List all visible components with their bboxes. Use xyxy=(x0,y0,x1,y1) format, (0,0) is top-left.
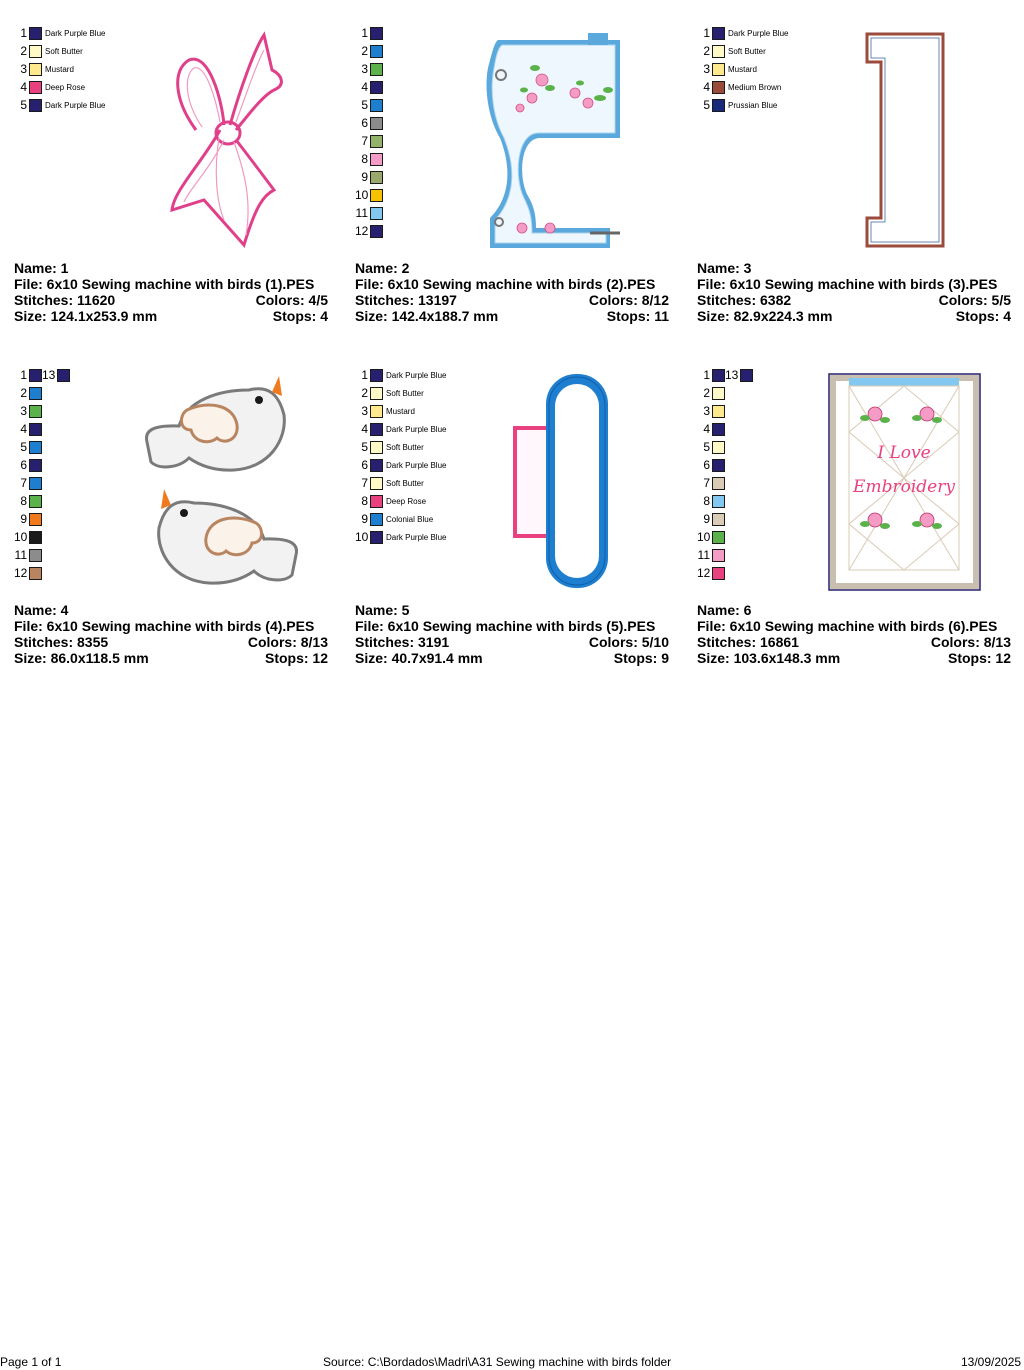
design-info xyxy=(697,260,1011,324)
i-love-embroidery-design-preview xyxy=(827,372,982,592)
thread-row xyxy=(14,62,74,76)
thread-color-swatch xyxy=(712,441,725,454)
thread-number: 1 xyxy=(20,26,27,40)
thread-number: 7 xyxy=(703,476,710,490)
thread-color-swatch xyxy=(370,387,383,400)
thread-row xyxy=(697,386,725,400)
thread-row xyxy=(14,26,105,40)
design-name: Name: 6 xyxy=(697,602,752,618)
thread-color-swatch xyxy=(29,549,42,562)
thread-row xyxy=(14,440,42,454)
thread-color-swatch xyxy=(370,153,383,166)
design-card-2 xyxy=(355,26,675,356)
design-size: Size: 82.9x224.3 mm xyxy=(697,308,833,324)
thread-color-swatch xyxy=(370,495,383,508)
thread-color-swatch xyxy=(29,513,42,526)
design-size: Size: 142.4x188.7 mm xyxy=(355,308,499,324)
thread-color-swatch xyxy=(712,63,725,76)
bow-design-preview xyxy=(164,30,294,250)
design-colors: Colors: 8/12 xyxy=(588,292,669,308)
thread-row xyxy=(697,566,725,580)
design-file: File: 6x10 Sewing machine with birds (4).PES xyxy=(14,618,315,634)
design-info xyxy=(355,602,669,666)
thread-row xyxy=(355,116,383,130)
design-info xyxy=(14,602,328,666)
thread-color-name: Soft Butter xyxy=(386,388,424,398)
thread-color-swatch xyxy=(712,369,725,382)
thread-number: 4 xyxy=(361,80,368,94)
thread-row xyxy=(14,566,42,580)
thread-color-swatch xyxy=(712,99,725,112)
thread-row xyxy=(14,458,42,472)
thread-color-swatch xyxy=(29,423,42,436)
thread-color-swatch xyxy=(370,117,383,130)
thread-color-swatch xyxy=(370,477,383,490)
thread-number: 3 xyxy=(361,404,368,418)
thread-number: 3 xyxy=(20,404,27,418)
thread-row xyxy=(14,494,42,508)
thread-number: 5 xyxy=(20,440,27,454)
design-stitches: Stitches: 11620 xyxy=(14,292,116,308)
thread-row xyxy=(14,512,42,526)
thread-color-name: Dark Purple Blue xyxy=(45,28,106,38)
thread-color-swatch xyxy=(712,513,725,526)
design-file: File: 6x10 Sewing machine with birds (3).PES xyxy=(697,276,998,292)
thread-row xyxy=(355,368,446,382)
thread-number: 5 xyxy=(703,440,710,454)
thread-color-name: Mustard xyxy=(386,406,415,416)
thread-color-swatch xyxy=(370,369,383,382)
thread-number: 8 xyxy=(361,494,368,508)
thread-number: 1 xyxy=(703,26,710,40)
thread-color-swatch xyxy=(29,27,42,40)
thread-number: 6 xyxy=(20,458,27,472)
thread-row xyxy=(697,512,725,526)
thread-number: 11 xyxy=(697,548,710,562)
thread-number: 4 xyxy=(361,422,368,436)
design-info xyxy=(355,260,669,324)
thread-number: 7 xyxy=(361,476,368,490)
thread-row xyxy=(14,422,42,436)
thread-color-name: Colonial Blue xyxy=(386,514,434,524)
thread-row xyxy=(14,368,42,382)
thread-row xyxy=(697,26,788,40)
thread-row xyxy=(697,422,725,436)
thread-color-swatch xyxy=(57,369,70,382)
thread-number: 1 xyxy=(703,368,710,382)
thread-color-swatch xyxy=(29,45,42,58)
design-text-line1: I Love xyxy=(877,443,931,463)
design-colors: Colors: 5/5 xyxy=(938,292,1011,308)
thread-row xyxy=(697,530,725,544)
page-number: Page 1 of 1 xyxy=(0,1355,62,1369)
thread-row xyxy=(355,224,383,238)
thread-number: 2 xyxy=(703,44,710,58)
thread-color-swatch xyxy=(370,441,383,454)
thread-row xyxy=(14,404,42,418)
thread-row xyxy=(355,26,383,40)
thread-row xyxy=(697,368,725,382)
thread-color-swatch xyxy=(712,81,725,94)
thread-number: 5 xyxy=(20,98,27,112)
thread-color-swatch xyxy=(712,405,725,418)
design-stops: Stops: 4 xyxy=(272,308,328,324)
design-stops: Stops: 12 xyxy=(947,650,1011,666)
thread-number: 8 xyxy=(361,152,368,166)
thread-row xyxy=(355,458,446,472)
thread-row xyxy=(697,44,766,58)
thread-number: 2 xyxy=(20,386,27,400)
thread-number: 2 xyxy=(361,386,368,400)
design-name: Name: 5 xyxy=(355,602,410,618)
thread-number: 11 xyxy=(355,206,368,220)
thread-color-swatch xyxy=(370,63,383,76)
thread-color-swatch xyxy=(29,405,42,418)
thread-color-swatch xyxy=(29,387,42,400)
thread-color-name: Mustard xyxy=(728,64,757,74)
thread-color-swatch xyxy=(370,27,383,40)
design-stitches: Stitches: 8355 xyxy=(14,634,109,650)
thread-row xyxy=(697,98,777,112)
thread-color-swatch xyxy=(712,387,725,400)
thread-row xyxy=(355,44,383,58)
thread-number: 12 xyxy=(697,566,711,580)
thread-number: 12 xyxy=(14,566,28,580)
thread-row xyxy=(355,188,383,202)
sewing-machine-design-preview xyxy=(480,28,625,253)
thread-row xyxy=(14,530,42,544)
design-file: File: 6x10 Sewing machine with birds (5).PES xyxy=(355,618,656,634)
thread-number: 2 xyxy=(703,386,710,400)
thread-row xyxy=(14,386,42,400)
thread-row xyxy=(355,386,424,400)
thread-row xyxy=(355,62,383,76)
design-stops: Stops: 4 xyxy=(955,308,1011,324)
design-info xyxy=(14,260,328,324)
design-stops: Stops: 9 xyxy=(613,650,669,666)
design-stitches: Stitches: 13197 xyxy=(355,292,457,308)
thread-row xyxy=(355,170,383,184)
thread-color-name: Prussian Blue xyxy=(728,100,778,110)
thread-row xyxy=(355,512,433,526)
print-date: 13/09/2025 xyxy=(961,1355,1022,1369)
thread-row xyxy=(355,152,383,166)
thread-number: 7 xyxy=(20,476,27,490)
thread-number: 4 xyxy=(20,80,27,94)
design-name: Name: 1 xyxy=(14,260,69,276)
thread-number: 10 xyxy=(355,530,369,544)
design-size: Size: 103.6x148.3 mm xyxy=(697,650,841,666)
thread-color-swatch xyxy=(712,27,725,40)
thread-color-swatch xyxy=(370,531,383,544)
thread-color-swatch xyxy=(370,207,383,220)
thread-color-name: Deep Rose xyxy=(45,82,86,92)
thread-row xyxy=(355,530,446,544)
thread-number: 8 xyxy=(703,494,710,508)
thread-color-swatch xyxy=(370,513,383,526)
design-card-1 xyxy=(14,26,334,356)
thread-number: 9 xyxy=(361,512,368,526)
thread-color-swatch xyxy=(370,45,383,58)
design-card-3 xyxy=(697,26,1017,356)
thread-color-name: Dark Purple Blue xyxy=(386,460,447,470)
thread-color-swatch xyxy=(712,423,725,436)
thread-row xyxy=(355,476,424,490)
loop-holder-design-preview xyxy=(510,370,615,592)
thread-color-name: Dark Purple Blue xyxy=(386,370,447,380)
thread-row xyxy=(697,494,725,508)
design-text-line2: Embroidery xyxy=(853,477,955,497)
thread-color-name: Soft Butter xyxy=(45,46,83,56)
thread-row xyxy=(697,80,781,94)
thread-number: 1 xyxy=(361,368,368,382)
thread-color-swatch xyxy=(29,531,42,544)
thread-number: 4 xyxy=(20,422,27,436)
thread-color-swatch xyxy=(712,495,725,508)
design-colors: Colors: 8/13 xyxy=(247,634,328,650)
thread-number: 2 xyxy=(20,44,27,58)
thread-row xyxy=(697,404,725,418)
thread-row xyxy=(355,422,446,436)
thread-number: 11 xyxy=(14,548,27,562)
design-stops: Stops: 12 xyxy=(264,650,328,666)
thread-number: 12 xyxy=(355,224,369,238)
design-name: Name: 2 xyxy=(355,260,410,276)
thread-number: 13 xyxy=(725,368,739,382)
thread-number: 9 xyxy=(361,170,368,184)
thread-number: 8 xyxy=(20,494,27,508)
thread-color-swatch xyxy=(712,549,725,562)
thread-number: 1 xyxy=(20,368,27,382)
thread-color-swatch xyxy=(712,45,725,58)
design-file: File: 6x10 Sewing machine with birds (6).PES xyxy=(697,618,998,634)
thread-color-swatch xyxy=(370,171,383,184)
thread-number: 4 xyxy=(703,422,710,436)
thread-number: 3 xyxy=(703,404,710,418)
thread-number: 6 xyxy=(361,116,368,130)
thread-number: 7 xyxy=(361,134,368,148)
thread-row xyxy=(42,368,70,382)
thread-color-swatch xyxy=(370,459,383,472)
thread-number: 13 xyxy=(42,368,56,382)
design-card-4 xyxy=(14,368,334,698)
birds-design-preview xyxy=(139,370,304,595)
thread-row xyxy=(14,476,42,490)
design-name: Name: 4 xyxy=(14,602,69,618)
thread-number: 5 xyxy=(703,98,710,112)
thread-number: 3 xyxy=(20,62,27,76)
thread-row xyxy=(725,368,753,382)
design-colors: Colors: 8/13 xyxy=(930,634,1011,650)
thread-color-swatch xyxy=(740,369,753,382)
thread-number: 10 xyxy=(355,188,369,202)
thread-number: 6 xyxy=(703,458,710,472)
thread-row xyxy=(355,404,415,418)
thread-row xyxy=(697,548,725,562)
thread-color-swatch xyxy=(370,81,383,94)
design-colors: Colors: 5/10 xyxy=(588,634,669,650)
thread-color-name: Mustard xyxy=(45,64,74,74)
design-stitches: Stitches: 16861 xyxy=(697,634,799,650)
thread-color-swatch xyxy=(29,459,42,472)
thread-color-name: Dark Purple Blue xyxy=(728,28,789,38)
design-card-5 xyxy=(355,368,675,698)
design-stops: Stops: 11 xyxy=(606,308,669,324)
design-size: Size: 124.1x253.9 mm xyxy=(14,308,158,324)
design-colors: Colors: 4/5 xyxy=(255,292,328,308)
thread-color-name: Medium Brown xyxy=(728,82,782,92)
thread-color-swatch xyxy=(370,423,383,436)
thread-color-swatch xyxy=(29,567,42,580)
thread-number: 10 xyxy=(14,530,28,544)
design-size: Size: 86.0x118.5 mm xyxy=(14,650,149,666)
thread-color-swatch xyxy=(29,369,42,382)
thread-number: 5 xyxy=(361,440,368,454)
thread-number: 4 xyxy=(703,80,710,94)
thread-color-swatch xyxy=(712,531,725,544)
thread-number: 1 xyxy=(361,26,368,40)
thread-color-swatch xyxy=(370,405,383,418)
design-size: Size: 40.7x91.4 mm xyxy=(355,650,483,666)
thread-row xyxy=(355,440,424,454)
thread-row xyxy=(697,476,725,490)
thread-color-name: Dark Purple Blue xyxy=(45,100,106,110)
thread-number: 9 xyxy=(703,512,710,526)
thread-number: 9 xyxy=(20,512,27,526)
thread-row xyxy=(355,206,383,220)
thread-number: 3 xyxy=(703,62,710,76)
design-stitches: Stitches: 6382 xyxy=(697,292,792,308)
design-file: File: 6x10 Sewing machine with birds (1).PES xyxy=(14,276,315,292)
thread-color-swatch xyxy=(29,81,42,94)
thread-row xyxy=(14,98,105,112)
thread-color-name: Dark Purple Blue xyxy=(386,424,447,434)
thread-number: 6 xyxy=(361,458,368,472)
thread-color-swatch xyxy=(29,441,42,454)
source-path: Source: C:\Bordados\Madri\A31 Sewing machine with birds folder xyxy=(323,1355,672,1369)
thread-color-swatch xyxy=(712,477,725,490)
thread-number: 3 xyxy=(361,62,368,76)
thread-color-swatch xyxy=(29,495,42,508)
thread-row xyxy=(697,440,725,454)
thread-color-swatch xyxy=(29,477,42,490)
thread-color-name: Soft Butter xyxy=(386,442,424,452)
thread-number: 2 xyxy=(361,44,368,58)
thread-number: 10 xyxy=(697,530,711,544)
thread-color-name: Soft Butter xyxy=(728,46,766,56)
thread-row xyxy=(355,80,383,94)
thread-row xyxy=(14,548,42,562)
thread-color-swatch xyxy=(370,189,383,202)
thread-color-name: Dark Purple Blue xyxy=(386,532,447,542)
thread-row xyxy=(14,80,85,94)
thread-row xyxy=(697,458,725,472)
thread-row xyxy=(14,44,83,58)
bracket-design-preview xyxy=(859,30,949,250)
thread-row xyxy=(355,98,383,112)
design-file: File: 6x10 Sewing machine with birds (2).PES xyxy=(355,276,656,292)
thread-color-swatch xyxy=(29,63,42,76)
thread-color-swatch xyxy=(370,135,383,148)
thread-color-name: Soft Butter xyxy=(386,478,424,488)
thread-color-swatch xyxy=(712,567,725,580)
thread-color-swatch xyxy=(370,99,383,112)
thread-color-swatch xyxy=(29,99,42,112)
design-card-6 xyxy=(697,368,1017,698)
design-stitches: Stitches: 3191 xyxy=(355,634,450,650)
thread-number: 5 xyxy=(361,98,368,112)
design-name: Name: 3 xyxy=(697,260,752,276)
design-info xyxy=(697,602,1011,666)
thread-color-name: Deep Rose xyxy=(386,496,427,506)
thread-color-swatch xyxy=(712,459,725,472)
thread-row xyxy=(355,494,426,508)
thread-row xyxy=(355,134,383,148)
thread-row xyxy=(697,62,757,76)
thread-color-swatch xyxy=(370,225,383,238)
